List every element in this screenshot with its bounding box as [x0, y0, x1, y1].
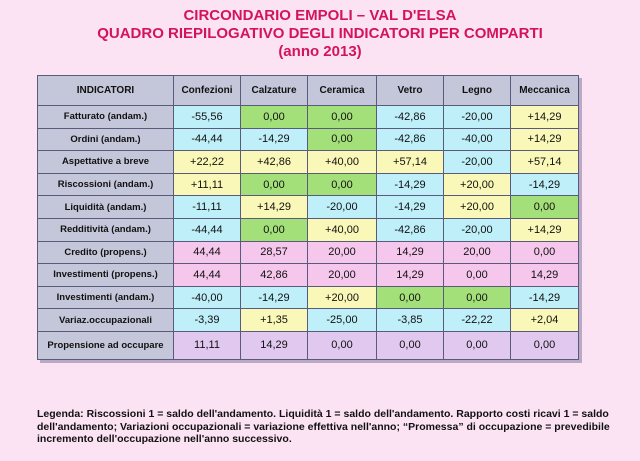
table-cell: -20,00	[444, 151, 511, 174]
title-line-2: QUADRO RIEPILOGATIVO DEGLI INDICATORI PER COMPARTI	[97, 25, 543, 42]
table-cell: -14,29	[241, 128, 308, 151]
row-label: Aspettative a breve	[38, 151, 174, 174]
table-cell: 0,00	[308, 106, 377, 129]
row-label: Fatturato (andam.)	[38, 106, 174, 129]
table-cell: +2,04	[511, 309, 579, 332]
table-row	[38, 218, 579, 241]
table-cell: -44,44	[174, 128, 241, 151]
row-label: Liquidità (andam.)	[38, 196, 174, 219]
table-cell: -55,56	[174, 106, 241, 129]
table-cell: +14,29	[511, 106, 579, 129]
table-cell: -14,29	[377, 173, 444, 196]
table-cell: +14,29	[511, 218, 579, 241]
table-cell: +20,00	[444, 173, 511, 196]
table-row	[38, 286, 579, 309]
table-cell: -14,29	[511, 286, 579, 309]
row-label: Investimenti (propens.)	[38, 264, 174, 287]
table-row	[38, 173, 579, 196]
table-cell: 0,00	[241, 106, 308, 129]
table-cell: 20,00	[308, 264, 377, 287]
table-cell: -42,86	[377, 106, 444, 129]
table-cell: +57,14	[377, 151, 444, 174]
table-header-row	[38, 76, 579, 106]
column-header-ceramica: Ceramica	[308, 76, 377, 106]
table-cell: -20,00	[444, 106, 511, 129]
row-label: Ordini (andam.)	[38, 128, 174, 151]
indicators-table	[37, 75, 579, 360]
table-cell: 0,00	[444, 286, 511, 309]
column-header-meccanica: Meccanica	[511, 76, 579, 106]
table-cell: 0,00	[511, 196, 579, 219]
table-cell: -22,22	[444, 309, 511, 332]
table-cell: -40,00	[174, 286, 241, 309]
row-label: Variaz.occupazionali	[38, 309, 174, 332]
table-cell: 14,29	[377, 241, 444, 264]
table-row	[38, 196, 579, 219]
table-cell: 0,00	[241, 218, 308, 241]
table-cell: +42,86	[241, 151, 308, 174]
table-row	[38, 151, 579, 174]
table-cell: 14,29	[511, 264, 579, 287]
table-cell: +22,22	[174, 151, 241, 174]
table-cell: 44,44	[174, 264, 241, 287]
table-cell: -20,00	[308, 196, 377, 219]
table-cell: 0,00	[377, 331, 444, 359]
title-line-3: (anno 2013)	[278, 43, 362, 60]
column-header-indicatori: INDICATORI	[38, 76, 174, 106]
table-cell: 0,00	[444, 264, 511, 287]
table-cell: -3,85	[377, 309, 444, 332]
table-cell: +11,11	[174, 173, 241, 196]
table-cell: +20,00	[308, 286, 377, 309]
table-cell: +20,00	[444, 196, 511, 219]
column-header-confezioni: Confezioni	[174, 76, 241, 106]
row-label: Redditività (andam.)	[38, 218, 174, 241]
table-cell: -3,39	[174, 309, 241, 332]
table-cell: 20,00	[444, 241, 511, 264]
table-row	[38, 264, 579, 287]
table-cell: 20,00	[308, 241, 377, 264]
table-row	[38, 309, 579, 332]
table-cell: -14,29	[241, 286, 308, 309]
column-header-legno: Legno	[444, 76, 511, 106]
title-line-1: CIRCONDARIO EMPOLI – VAL D'ELSA	[183, 7, 457, 24]
table-cell: +1,35	[241, 309, 308, 332]
legend-note: Legenda: Riscossioni 1 = saldo dell'andamento. Liquidità 1 = saldo dell'andamento. Rapporto costi ricavi 1 = saldo dell'andamento; Variazioni occupazionali = variazione effettiva nell'anno; “Promessa” di occupazione = prevedibile incremento dell'occupazione nell'anno successivo.	[37, 408, 610, 445]
table-cell: 0,00	[511, 241, 579, 264]
table-cell: 14,29	[377, 264, 444, 287]
table-row	[38, 241, 579, 264]
table-cell: 0,00	[377, 286, 444, 309]
table-cell: +40,00	[308, 151, 377, 174]
table-cell: -40,00	[444, 128, 511, 151]
table-cell: +40,00	[308, 218, 377, 241]
table-cell: 0,00	[511, 331, 579, 359]
table-cell: 44,44	[174, 241, 241, 264]
table-cell: -25,00	[308, 309, 377, 332]
table-cell: 0,00	[308, 128, 377, 151]
table-cell: +57,14	[511, 151, 579, 174]
table-cell: 0,00	[241, 173, 308, 196]
column-header-calzature: Calzature	[241, 76, 308, 106]
table-cell: 42,86	[241, 264, 308, 287]
table-cell: 0,00	[308, 331, 377, 359]
table-cell: -20,00	[444, 218, 511, 241]
table-cell: +14,29	[511, 128, 579, 151]
table-cell: 11,11	[174, 331, 241, 359]
table-cell: 0,00	[444, 331, 511, 359]
row-label: Investimenti (andam.)	[38, 286, 174, 309]
table-cell: 28,57	[241, 241, 308, 264]
table-cell: +14,29	[241, 196, 308, 219]
table-cell: 14,29	[241, 331, 308, 359]
column-header-vetro: Vetro	[377, 76, 444, 106]
table-row	[38, 106, 579, 129]
row-label: Propensione ad occupare	[38, 331, 174, 359]
table-cell: -11,11	[174, 196, 241, 219]
table-cell: -14,29	[377, 196, 444, 219]
table-cell: -42,86	[377, 218, 444, 241]
table-cell: -42,86	[377, 128, 444, 151]
table-cell: -14,29	[511, 173, 579, 196]
table-row	[38, 128, 579, 151]
table-row	[38, 331, 579, 359]
table-cell: 0,00	[308, 173, 377, 196]
row-label: Riscossioni (andam.)	[38, 173, 174, 196]
row-label: Credito (propens.)	[38, 241, 174, 264]
table-cell: -44,44	[174, 218, 241, 241]
